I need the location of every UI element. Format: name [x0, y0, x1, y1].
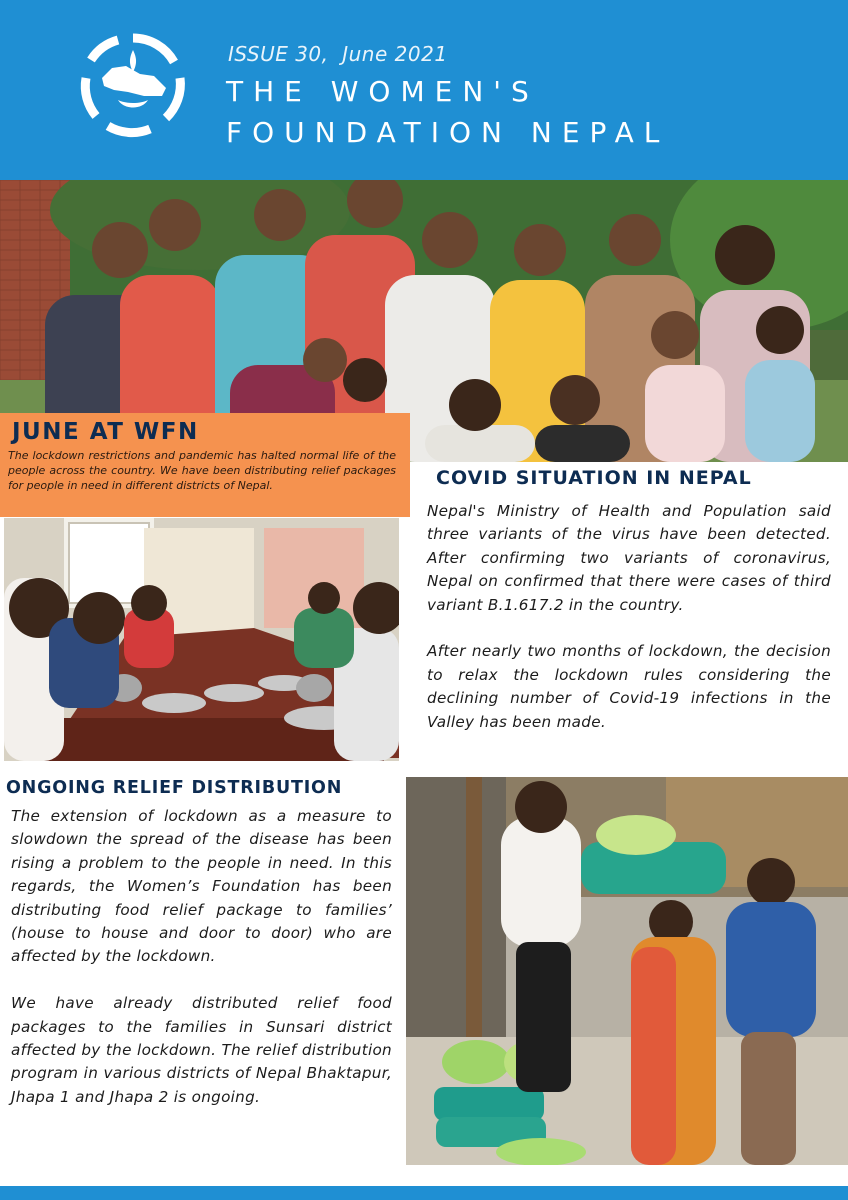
- covid-article: [427, 500, 831, 734]
- june-summary-box: [0, 413, 410, 517]
- wfn-logo-icon: [78, 30, 188, 140]
- header-banner: [0, 0, 848, 180]
- meal-photo: [4, 518, 399, 761]
- relief-paragraph: We have already distributed relief food packages to the families in Sunsari district affected by the lockdown. The relief distribution program in various districts of Nepal Bhaktapur, Jhapa 1 and Jhapa 2 is ongoing.: [11, 994, 392, 1106]
- covid-paragraph: Nepal's Ministry of Health and Population said three variants of the virus have been detected. After confirming two variants of coronavirus, Nepal on confirmed that there were cases of third variant B.1.617.2 in the country.: [427, 502, 831, 614]
- publication-title-line2: FOUNDATION NEPAL: [226, 116, 670, 149]
- covid-heading: COVID SITUATION IN NEPAL: [436, 467, 752, 489]
- footer-bar: [0, 1186, 848, 1200]
- relief-paragraph: The extension of lockdown as a measure to slowdown the spread of the disease has been rising a problem to the people in need. In this regards, the Women’s Foundation has been distributing food relief package to families’ (house to house and door to door) who are affected by the lockdown.: [11, 807, 392, 966]
- june-summary-text: The lockdown restrictions and pandemic has halted normal life of the people across the country. We have been distributing relief packages for people in need in different districts of Nepal.: [8, 449, 396, 492]
- covid-paragraph: After nearly two months of lockdown, the decision to relax the lockdown rules considering the declining number of Covid-19 infections in the Valley has been made.: [427, 642, 831, 731]
- relief-article: [11, 805, 392, 1109]
- relief-heading: ONGOING RELIEF DISTRIBUTION: [6, 778, 343, 798]
- publication-title-line1: THE WOMEN'S: [226, 75, 539, 108]
- issue-label: ISSUE 30, June 2021: [228, 42, 448, 66]
- june-heading: JUNE AT WFN: [12, 419, 199, 445]
- relief-photo: [406, 777, 848, 1165]
